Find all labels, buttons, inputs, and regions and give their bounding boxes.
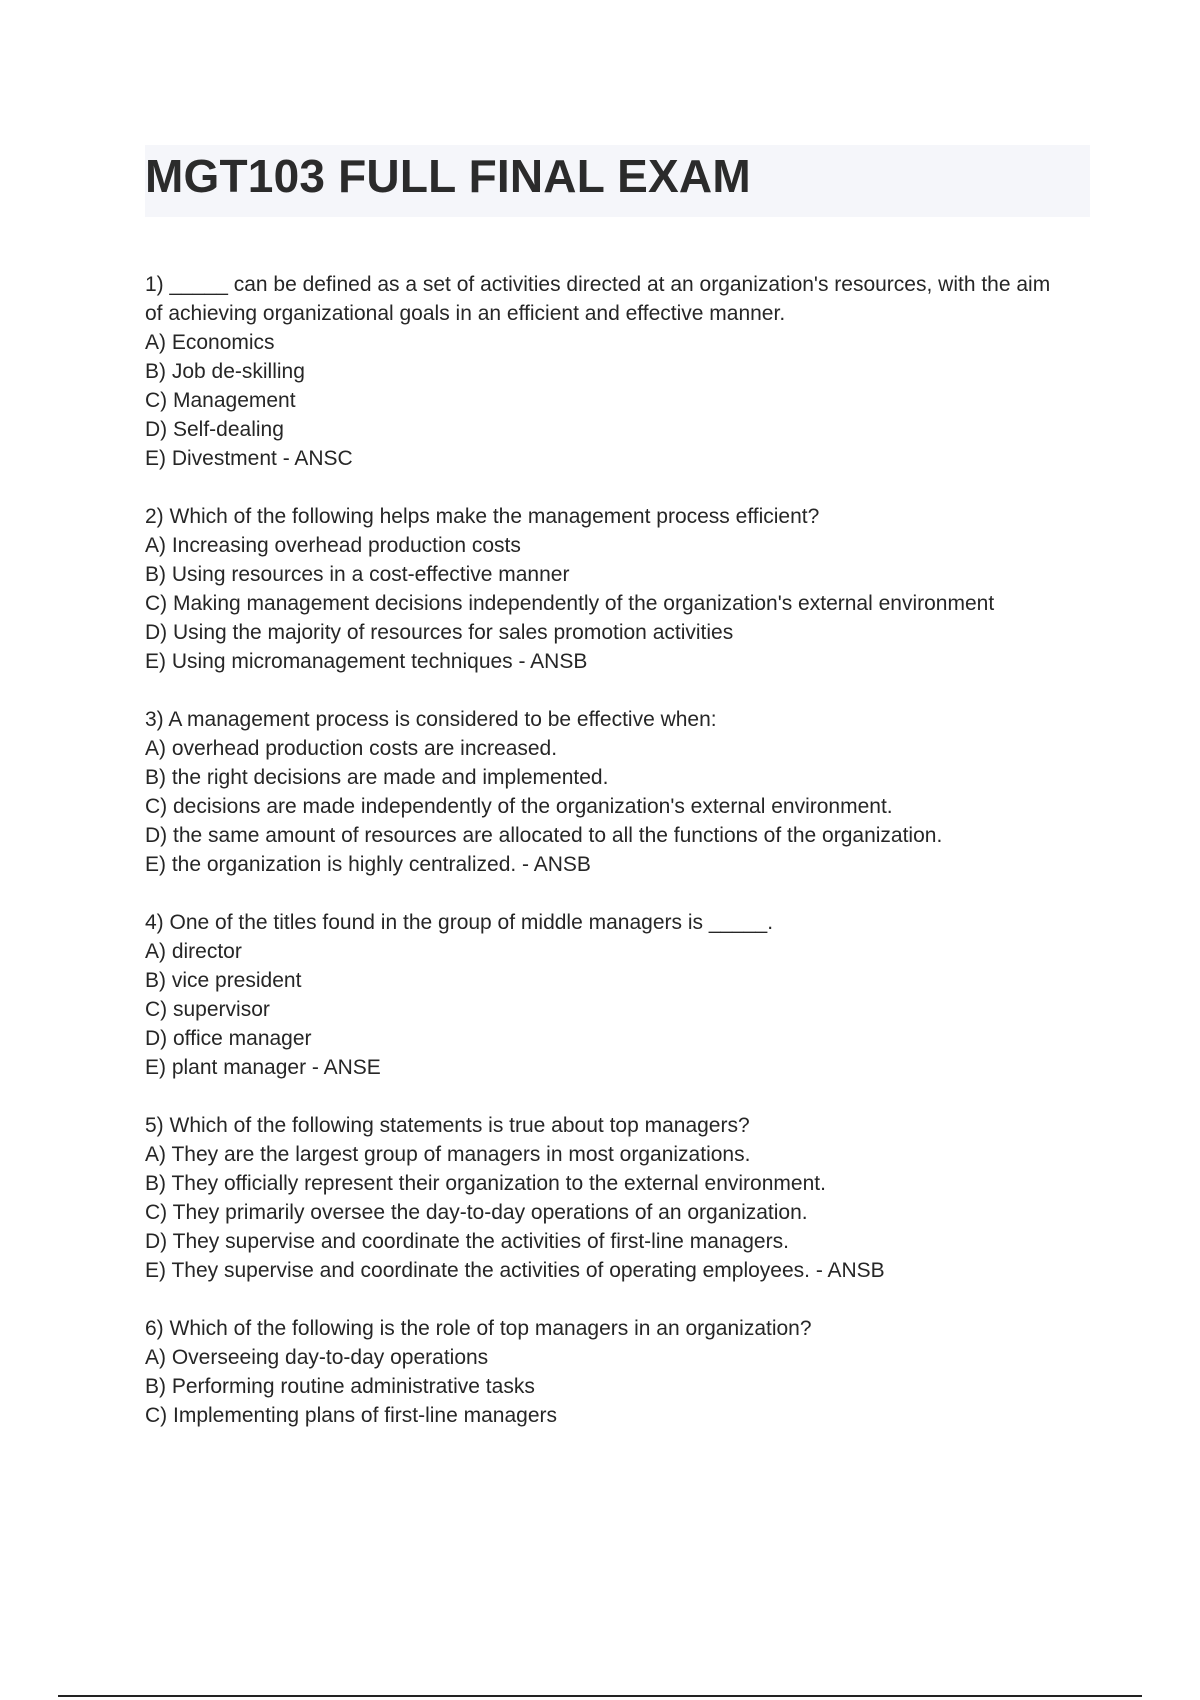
answer-option: A) director <box>145 940 242 963</box>
answer-option: A) Overseeing day-to-day operations <box>145 1346 489 1369</box>
question-list <box>145 270 1065 1459</box>
answer-option: E) Using micromanagement techniques - ANSB <box>145 650 588 673</box>
question-stem: 6) Which of the following is the role of top managers in an organization? <box>145 1317 812 1340</box>
answer-option: C) supervisor <box>145 998 270 1021</box>
answer-option: D) Using the majority of resources for sales promotion activities <box>145 621 734 644</box>
question-stem: 4) One of the titles found in the group of middle managers is _____. <box>145 911 774 934</box>
question-2 <box>145 502 1065 676</box>
answer-option: C) decisions are made independently of the organization's external environment. <box>145 795 893 818</box>
answer-option: E) Divestment - ANSC <box>145 447 353 470</box>
answer-option: E) plant manager - ANSE <box>145 1056 381 1079</box>
answer-option: B) Using resources in a cost-effective manner <box>145 563 570 586</box>
answer-option: B) vice president <box>145 969 302 992</box>
answer-option: B) They officially represent their organization to the external environment. <box>145 1172 826 1195</box>
answer-option: D) the same amount of resources are allocated to all the functions of the organization. <box>145 824 943 847</box>
answer-option: A) Economics <box>145 331 275 354</box>
page-bottom-rule <box>58 1695 1142 1697</box>
answer-option: D) office manager <box>145 1027 312 1050</box>
answer-option: A) Increasing overhead production costs <box>145 534 521 557</box>
answer-option: B) Performing routine administrative tasks <box>145 1375 535 1398</box>
answer-option: A) They are the largest group of managers in most organizations. <box>145 1143 751 1166</box>
question-stem: 2) Which of the following helps make the management process efficient? <box>145 505 820 528</box>
question-stem: 1) _____ can be defined as a set of activities directed at an organization's resources, with the aim of achieving organizational goals in an efficient and effective manner. <box>145 273 1051 325</box>
title-banner <box>145 145 1090 217</box>
answer-option: D) Self-dealing <box>145 418 284 441</box>
answer-option: B) the right decisions are made and implemented. <box>145 766 609 789</box>
question-6 <box>145 1314 1065 1430</box>
question-stem: 5) Which of the following statements is true about top managers? <box>145 1114 750 1137</box>
answer-option: E) the organization is highly centralized. - ANSB <box>145 853 591 876</box>
answer-option: B) Job de-skilling <box>145 360 305 383</box>
answer-option: C) Implementing plans of first-line managers <box>145 1404 558 1427</box>
question-4 <box>145 908 1065 1082</box>
answer-option: A) overhead production costs are increased. <box>145 737 558 760</box>
answer-option: C) Making management decisions independently of the organization's external environment <box>145 592 995 615</box>
answer-option: E) They supervise and coordinate the activities of operating employees. - ANSB <box>145 1259 885 1282</box>
question-stem: 3) A management process is considered to be effective when: <box>145 708 717 731</box>
answer-option: C) They primarily oversee the day-to-day operations of an organization. <box>145 1201 808 1224</box>
answer-option: D) They supervise and coordinate the activities of first-line managers. <box>145 1230 789 1253</box>
question-5 <box>145 1111 1065 1285</box>
question-3 <box>145 705 1065 879</box>
question-1 <box>145 270 1065 473</box>
document-title: MGT103 FULL FINAL EXAM <box>145 150 751 202</box>
answer-option: C) Management <box>145 389 296 412</box>
